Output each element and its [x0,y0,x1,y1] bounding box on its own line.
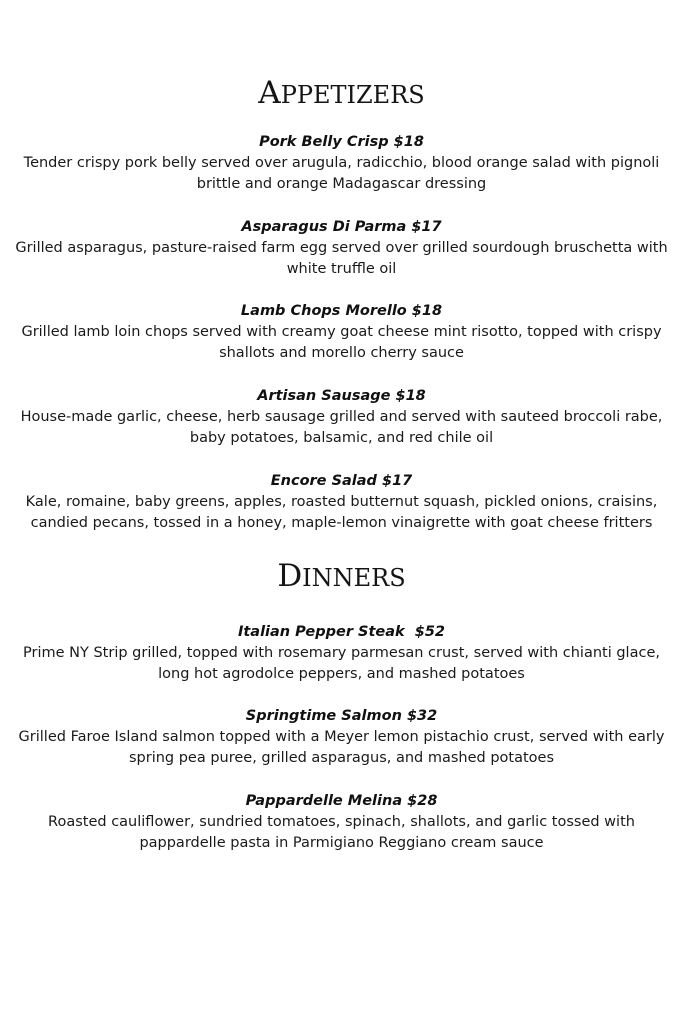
item-description: Grilled asparagus, pasture-raised farm egg served over grilled sourdough bruschetta with white truffle oil [15,240,668,277]
item-name: Springtime Salmon $32 [245,708,438,724]
item-description: Tender crispy pork belly served over arugula, radicchio, blood orange salad with pignoli brittle and orange Madagascar dressing [23,155,660,192]
item-name: Pappardelle Melina $28 [245,793,438,809]
item-name: Italian Pepper Steak $52 [237,624,446,640]
dinners-heading [0,559,683,592]
item-name: Lamb Chops Morello $18 [240,303,443,319]
item-description: Grilled lamb loin chops served with creamy goat cheese mint risotto, topped with crispy shallots and morello cherry sauce [21,324,662,361]
menu-item-springtime-salmon [0,706,683,769]
appetizers-heading-rest: PPETIZERS [280,81,425,109]
item-description: House-made garlic, cheese, herb sausage grilled and served with sauteed broccoli rabe, baby potatoes, balsamic, and red chile oil [20,409,663,446]
item-description: Roasted cauliflower, sundried tomatoes, spinach, shallots, and garlic tossed with pappardelle pasta in Parmigiano Reggiano cream sauce [48,814,635,851]
menu-item-asparagus-di-parma [0,217,683,280]
menu-item-lamb-chops-morello [0,301,683,364]
menu-item-pappardelle-melina [0,791,683,854]
item-name: Pork Belly Crisp $18 [259,134,424,150]
item-description: Kale, romaine, baby greens, apples, roasted butternut squash, pickled onions, craisins, candied pecans, tossed in a honey, maple-lemon vinaigrette with goat cheese fritters [25,494,658,531]
appetizers-heading-initial: A [258,75,281,111]
dinners-heading-initial: D [277,558,303,594]
menu-item-encore-salad [0,471,683,534]
item-name: Artisan Sausage $18 [257,388,426,404]
appetizers-heading [0,76,683,109]
item-description: Grilled Faroe Island salmon topped with a Meyer lemon pistachio crust, served with early spring pea puree, grilled asparagus, and mashed potatoes [18,729,665,766]
item-name: Asparagus Di Parma $17 [241,219,442,235]
menu-item-italian-pepper-steak [0,622,683,685]
item-name: Encore Salad $17 [270,473,413,489]
dinners-heading-rest: INNERS [302,564,406,592]
menu-item-artisan-sausage [0,386,683,449]
item-description: Prime NY Strip grilled, topped with rosemary parmesan crust, served with chianti glace, long hot agrodolce peppers, and mashed potatoes [23,645,660,682]
menu-item-pork-belly-crisp [0,132,683,195]
